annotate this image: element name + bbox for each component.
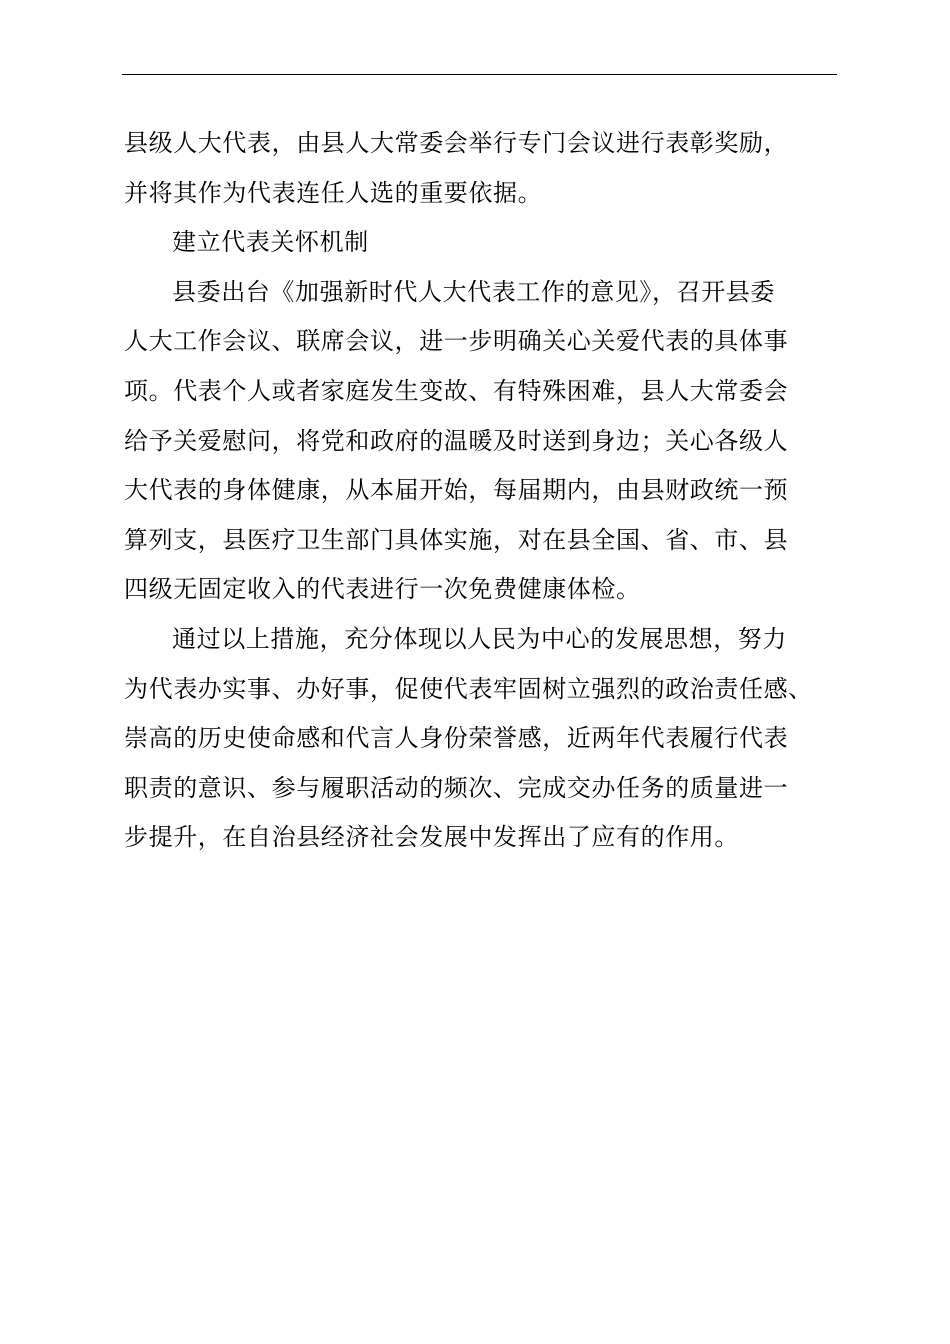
section-heading: 建立代表关怀机制 [172, 228, 369, 257]
paragraph-line: 通过以上措施，充分体现以人民为中心的发展思想，努力 [172, 624, 787, 653]
paragraph-line: 崇高的历史使命感和代言人身份荣誉感，近两年代表履行代表 [124, 724, 789, 753]
paragraph-line: 大代表的身体健康，从本届开始，每届期内，由县财政统一预 [124, 476, 789, 505]
paragraph-line: 为代表办实事、办好事，促使代表牢固树立强烈的政治责任感、 [124, 674, 813, 703]
paragraph-line: 县级人大代表，由县人大常委会举行专门会议进行表彰奖励， [124, 129, 789, 157]
paragraph-line: 给予关爱慰问，将党和政府的温暖及时送到身边；关心各级人 [124, 426, 789, 455]
document-body [124, 119, 837, 863]
paragraph-line: 步提升，在自治县经济社会发展中发挥出了应有的作用。 [124, 823, 739, 852]
paragraph-line: 算列支，县医疗卫生部门具体实施，对在县全国、省、市、县 [124, 525, 789, 554]
paragraph-line: 人大工作会议、联席会议，进一步明确关心关爱代表的具体事 [124, 327, 789, 356]
header-rule [122, 74, 837, 75]
paragraph-line: 四级无固定收入的代表进行一次免费健康体检。 [124, 575, 641, 604]
paragraph-line: 县委出台《加强新时代人大代表工作的意见》，召开县委 [172, 277, 775, 306]
paragraph-line: 职责的意识、参与履职活动的频次、完成交办任务的质量进一 [124, 773, 789, 802]
paragraph-line: 项。代表个人或者家庭发生变故、有特殊困难，县人大常委会 [124, 376, 789, 405]
paragraph-line: 并将其作为代表连任人选的重要依据。 [124, 178, 543, 207]
